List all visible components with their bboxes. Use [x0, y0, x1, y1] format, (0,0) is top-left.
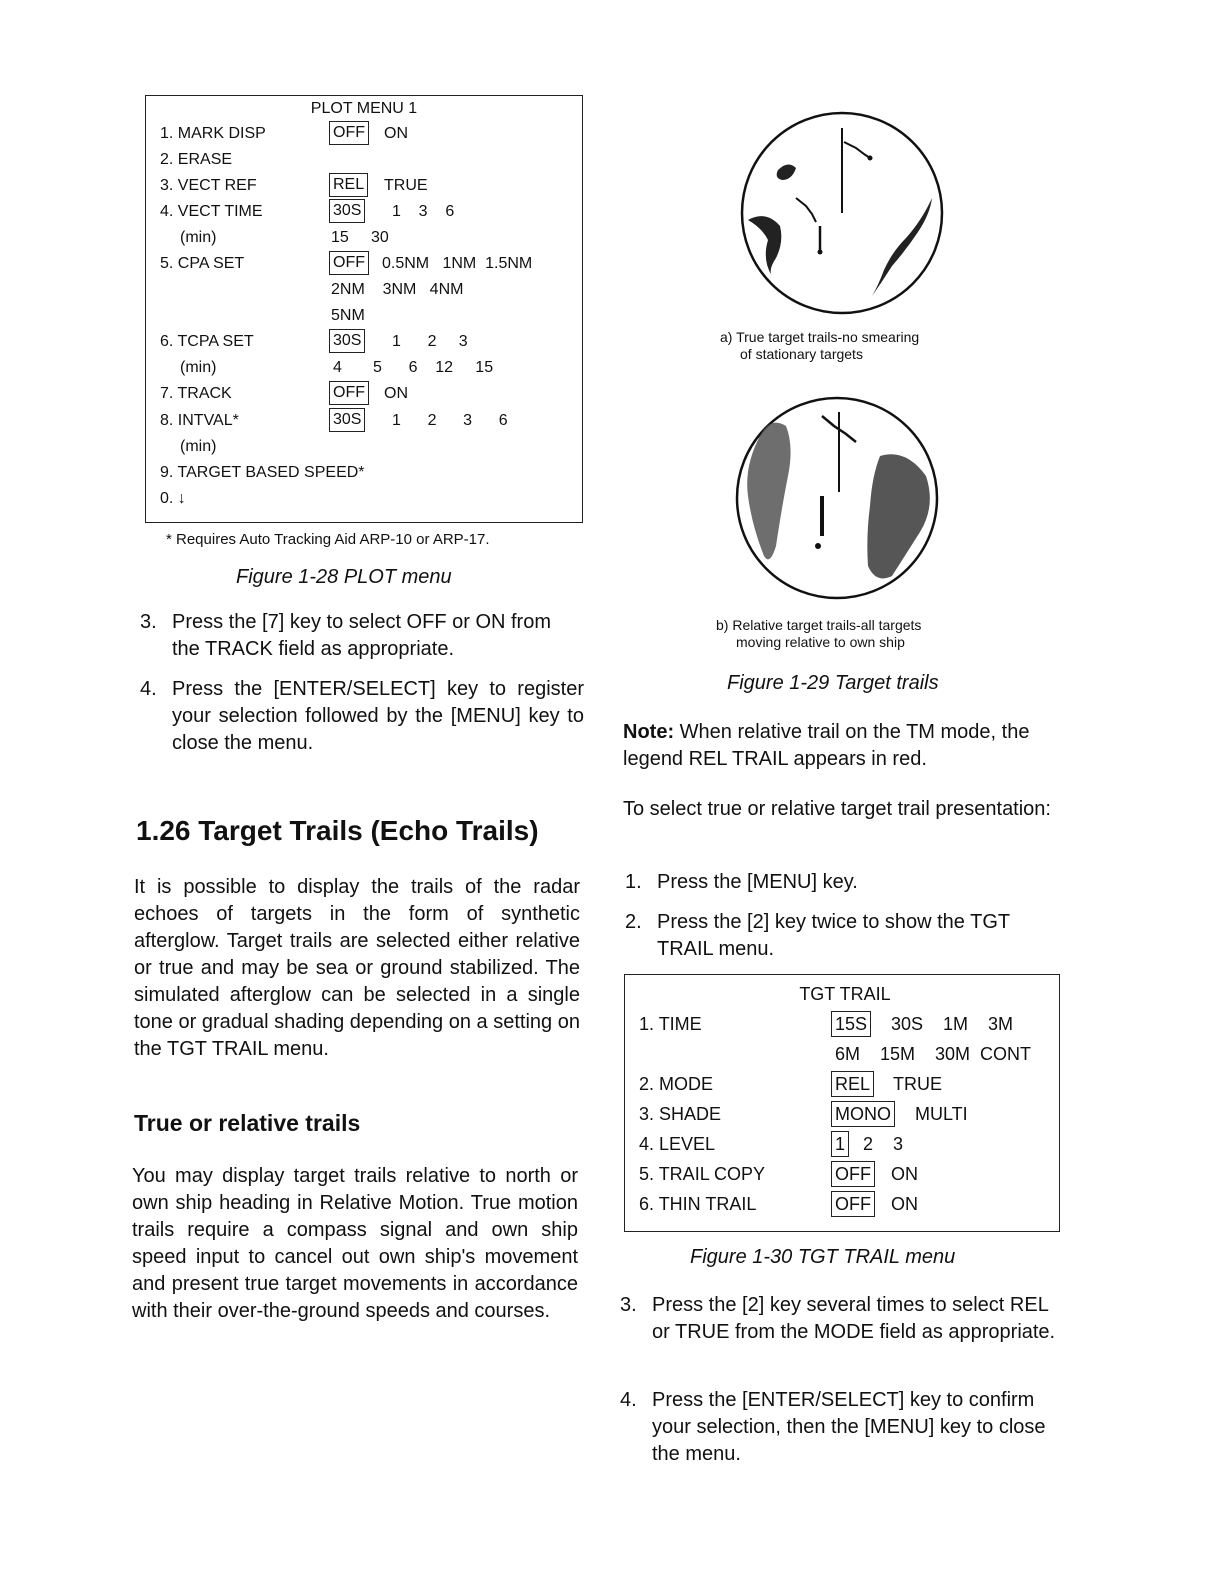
plot-item-options: ON — [384, 125, 408, 142]
plot-item-options: 0.5NM 1NM 1.5NM — [382, 255, 533, 272]
plot-item-label: (min) — [180, 359, 217, 376]
plot-item-label: 9. TARGET BASED SPEED* — [160, 464, 365, 481]
plot-item-selected: 30S — [329, 329, 365, 353]
step-text: Press the [2] key several times to select REL or TRUE from the MODE field as appropriate. — [652, 1294, 1056, 1343]
tgt-item-label: 1. TIME — [639, 1014, 702, 1034]
plot-item-selected: 30S — [329, 199, 365, 223]
step-number: 2. — [625, 911, 642, 933]
step-number: 3. — [620, 1294, 637, 1316]
tgt-item-options: 2 3 — [863, 1134, 904, 1154]
figure-1-30-caption: Figure 1-30 TGT TRAIL menu — [690, 1246, 956, 1268]
plot-item-label: 0. ↓ — [160, 490, 186, 507]
tgt-item-options: ON — [891, 1194, 918, 1214]
step-text: Press the [2] key twice to show the TGT TRAIL menu. — [657, 911, 1010, 960]
subsection-body: You may display target trails relative to north or own ship heading in Relative Motion. True motion trails require a compass signal and own ship speed input to cancel out own ship's movement and present true target movements in accordance with their over-the-ground speeds and courses. — [132, 1165, 578, 1322]
plot-item-options: 5NM — [331, 307, 365, 324]
plot-menu-title: PLOT MENU 1 — [310, 100, 418, 117]
section-body: It is possible to display the trails of the radar echoes of targets in the form of synthetic afterglow. Target trails are selected either relative or true and may be sea or ground stabilized. The simulated afterglow can be selected in a single tone or gradual shading depending on a setting on the TGT TRAIL menu. — [134, 876, 580, 1060]
plot-item-options: 1 2 3 6 — [392, 412, 508, 429]
plot-item-label: 4. VECT TIME — [160, 203, 263, 220]
plot-item-label: (min) — [180, 229, 217, 246]
radar-true-trails-figure — [736, 110, 948, 316]
step-text: Press the [ENTER/SELECT] key to confirm your selection, then the [MENU] key to close the menu. — [652, 1389, 1046, 1465]
plot-item-selected: OFF — [329, 251, 369, 275]
plot-item-label: 8. INTVAL* — [160, 412, 239, 429]
radar-a-caption — [720, 329, 919, 363]
subsection-heading: True or relative trails — [134, 1110, 361, 1136]
tgt-item-options: MULTI — [915, 1104, 968, 1124]
note-paragraph — [623, 719, 1073, 773]
note-label: Note: — [623, 721, 675, 743]
tgt-item-selected: 15S — [831, 1011, 871, 1037]
plot-item-options: 1 2 3 — [392, 333, 468, 350]
plot-menu-footnote: * Requires Auto Tracking Aid ARP-10 or ARP-17. — [166, 531, 490, 548]
radar-b-caption-line: moving relative to own ship — [736, 634, 905, 650]
tgt-item-options: 6M 15M 30M CONT — [835, 1044, 1032, 1064]
plot-item-label: 1. MARK DISP — [160, 125, 266, 142]
tgt-item-selected: 1 — [831, 1131, 849, 1157]
tgt-trail-menu-box — [624, 974, 1060, 1232]
radar-a-caption-line: a) True target trails-no smearing — [720, 329, 920, 345]
radar-b-caption-line: b) Relative target trails-all targets — [716, 617, 922, 633]
step-number: 1. — [625, 871, 642, 893]
tgt-item-options: 30S 1M 3M — [891, 1014, 1014, 1034]
plot-item-options: ON — [384, 385, 408, 402]
step-text: Press the [ENTER/SELECT] key to register your selection followed by the [MENU] key to close the menu. — [172, 678, 584, 754]
plot-item-selected: 30S — [329, 408, 365, 432]
step-number: 3. — [140, 611, 157, 633]
step-text: Press the [MENU] key. — [657, 871, 858, 893]
plot-item-label: 2. ERASE — [160, 151, 233, 168]
radar-b-caption — [716, 617, 921, 651]
section-heading: 1.26 Target Trails (Echo Trails) — [136, 815, 539, 846]
tgt-item-selected: REL — [831, 1071, 874, 1097]
plot-item-label: 6. TCPA SET — [160, 333, 254, 350]
tgt-item-label: 5. TRAIL COPY — [639, 1164, 766, 1184]
plot-item-label: (min) — [180, 438, 217, 455]
tgt-item-selected: OFF — [831, 1191, 875, 1217]
step-number: 4. — [140, 678, 157, 700]
plot-item-options: 1 3 6 — [392, 203, 455, 220]
tgt-item-label: 6. THIN TRAIL — [639, 1194, 757, 1214]
plot-item-selected: OFF — [329, 381, 369, 405]
tgt-item-options: TRUE — [893, 1074, 942, 1094]
plot-item-options: 15 30 — [331, 229, 389, 246]
select-intro: To select true or relative target trail presentation: — [623, 798, 1051, 820]
radar-relative-trails-figure — [730, 396, 946, 602]
plot-item-label: 5. CPA SET — [160, 255, 245, 272]
plot-item-options: TRUE — [384, 177, 428, 194]
tgt-item-selected: MONO — [831, 1101, 895, 1127]
plot-item-selected: OFF — [329, 121, 369, 145]
tgt-item-selected: OFF — [831, 1161, 875, 1187]
radar-a-caption-line: of stationary targets — [740, 346, 863, 362]
tgt-item-label: 3. SHADE — [639, 1104, 722, 1124]
tgt-item-options: ON — [891, 1164, 918, 1184]
plot-item-label: 3. VECT REF — [160, 177, 257, 194]
tgt-item-label: 2. MODE — [639, 1074, 714, 1094]
plot-item-label: 7. TRACK — [160, 385, 232, 402]
step-number: 4. — [620, 1389, 637, 1411]
tgt-menu-title: TGT TRAIL — [799, 984, 891, 1004]
figure-1-28-caption: Figure 1-28 PLOT menu — [236, 566, 452, 588]
plot-item-selected: REL — [329, 173, 368, 197]
tgt-item-label: 4. LEVEL — [639, 1134, 716, 1154]
plot-item-options: 2NM 3NM 4NM — [331, 281, 464, 298]
step-text: Press the [7] key to select OFF or ON from the TRACK field as appropriate. — [172, 611, 551, 660]
smeared-coast-echo — [867, 454, 930, 578]
figure-1-29-caption: Figure 1-29 Target trails — [727, 672, 939, 694]
plot-menu-box — [145, 95, 583, 523]
note-text: When relative trail on the TM mode, the legend REL TRAIL appears in red. — [623, 721, 1030, 770]
plot-item-options: 4 5 6 12 15 — [333, 359, 494, 376]
